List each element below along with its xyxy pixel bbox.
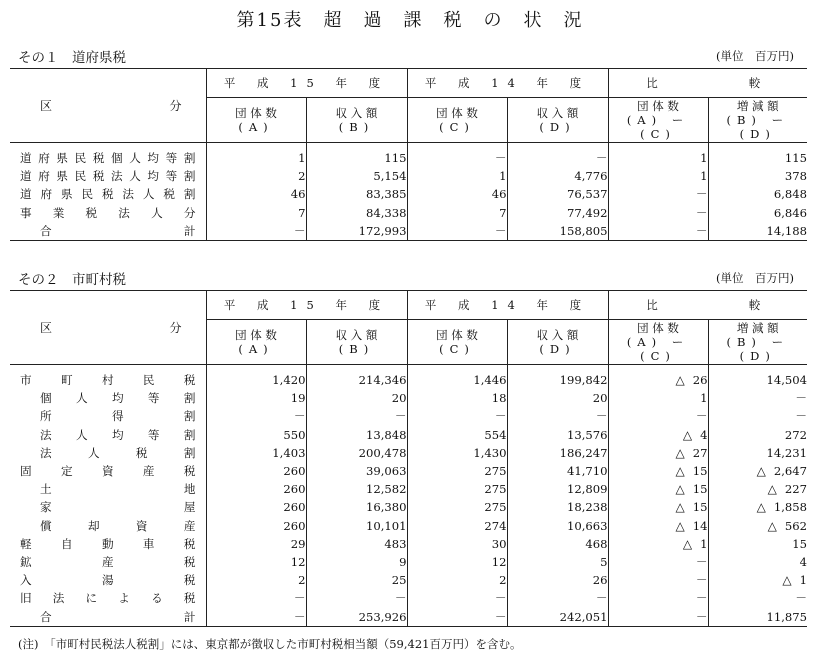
header-compare: 比 較 xyxy=(608,291,807,320)
table-row xyxy=(10,462,807,480)
row-label: 法 人 均 等 割 xyxy=(40,427,196,442)
row-label: 市 町 村 民 税 xyxy=(20,373,196,388)
table-row xyxy=(10,204,807,222)
cell-b: 214,346 xyxy=(306,371,407,389)
cell-bd xyxy=(708,462,807,480)
cell-c: － xyxy=(407,607,507,626)
row-label: 道 府 県 民 税 法 人 税 割 xyxy=(20,187,196,202)
cell-d: 13,576 xyxy=(507,426,608,444)
cell-bd xyxy=(708,498,807,516)
cell-c: 1,430 xyxy=(407,444,507,462)
cell-a: 46 xyxy=(206,185,306,203)
cell-d: 12,809 xyxy=(507,480,608,498)
cell-bd: － xyxy=(708,389,807,407)
cell-b: 253,926 xyxy=(306,607,407,626)
cell-b: 84,338 xyxy=(306,204,407,222)
cell-ac: － xyxy=(608,185,708,203)
cell-d: 468 xyxy=(507,535,608,553)
header-sub: 団 体 数 (C) xyxy=(407,320,507,365)
cell-c: － xyxy=(407,222,507,241)
cell-bd xyxy=(708,480,807,498)
cell-d: 20 xyxy=(507,389,608,407)
table-row xyxy=(10,426,807,444)
table-row xyxy=(10,480,807,498)
table-municipal-tax xyxy=(10,290,807,627)
cell-b: 200,478 xyxy=(306,444,407,462)
cell-b: 115 xyxy=(306,149,407,167)
cell-d: 199,842 xyxy=(507,371,608,389)
row-label: 入 湯 税 xyxy=(20,573,196,588)
table-row xyxy=(10,571,807,589)
row-label: 合 計 xyxy=(10,222,206,241)
cell-ac: － xyxy=(608,222,708,241)
cell-ac: － xyxy=(608,571,708,589)
row-label: 旧 法 に よ る 税 xyxy=(20,591,196,606)
cell-bd: 115 xyxy=(708,149,807,167)
cell-bd: 6,848 xyxy=(708,185,807,203)
header-sub: 団 体 数 (A) ー (C) xyxy=(608,320,708,365)
row-label: 鉱 産 税 xyxy=(20,554,196,569)
cell-bd: 14,231 xyxy=(708,444,807,462)
cell-c: － xyxy=(407,149,507,167)
header-kubun: 区 分 xyxy=(10,69,206,143)
cell-a: 7 xyxy=(206,204,306,222)
cell-c: 2 xyxy=(407,571,507,589)
cell-b: 20 xyxy=(306,389,407,407)
cell-a: － xyxy=(206,607,306,626)
cell-d: 186,247 xyxy=(507,444,608,462)
cell-ac: － xyxy=(608,607,708,626)
cell-a: 1,403 xyxy=(206,444,306,462)
negative-triangle: △ 15 xyxy=(676,482,708,496)
row-label: 事 業 税 法 人 分 xyxy=(20,205,196,220)
table-row xyxy=(10,167,807,185)
cell-c: － xyxy=(407,407,507,425)
cell-ac xyxy=(608,462,708,480)
cell-a: － xyxy=(206,589,306,607)
cell-b: 5,154 xyxy=(306,167,407,185)
cell-c: 12 xyxy=(407,553,507,571)
table-row xyxy=(10,535,807,553)
header-sub: 増 減 額 (B) ー (D) xyxy=(708,98,807,143)
cell-ac xyxy=(608,371,708,389)
cell-ac: － xyxy=(608,407,708,425)
cell-b: 83,385 xyxy=(306,185,407,203)
cell-c: 275 xyxy=(407,498,507,516)
header-sub: 団 体 数 (A) xyxy=(206,98,306,143)
header-sub: 増 減 額 (B) ー (D) xyxy=(708,320,807,365)
table-row xyxy=(10,444,807,462)
header-h14: 平 成 14 年 度 xyxy=(407,69,608,98)
cell-bd: 14,188 xyxy=(708,222,807,241)
header-compare: 比 較 xyxy=(608,69,807,98)
cell-d: 4,776 xyxy=(507,167,608,185)
cell-a: 260 xyxy=(206,462,306,480)
cell-c: － xyxy=(407,589,507,607)
cell-bd xyxy=(708,517,807,535)
cell-b: 16,380 xyxy=(306,498,407,516)
cell-ac xyxy=(608,444,708,462)
cell-d: 76,537 xyxy=(507,185,608,203)
cell-c: 275 xyxy=(407,480,507,498)
cell-a: 12 xyxy=(206,553,306,571)
header-sub: 収 入 額 (D) xyxy=(507,98,608,143)
cell-c: 274 xyxy=(407,517,507,535)
cell-d: 77,492 xyxy=(507,204,608,222)
row-label: 所 得 割 xyxy=(40,409,196,424)
cell-c: 1 xyxy=(407,167,507,185)
row-label: 償 却 資 産 xyxy=(40,518,196,533)
table-row xyxy=(10,589,807,607)
row-label: 合 計 xyxy=(10,607,206,626)
section1-unit: (単位 百万円) xyxy=(716,49,794,63)
cell-d: 5 xyxy=(507,553,608,571)
cell-ac: 1 xyxy=(608,149,708,167)
cell-c: 7 xyxy=(407,204,507,222)
negative-triangle: △ 14 xyxy=(676,519,708,533)
cell-b: 172,993 xyxy=(306,222,407,241)
cell-b: 483 xyxy=(306,535,407,553)
cell-ac: － xyxy=(608,553,708,571)
cell-a: 260 xyxy=(206,480,306,498)
cell-c: 30 xyxy=(407,535,507,553)
row-label: 法 人 税 割 xyxy=(40,445,196,460)
header-sub: 収 入 額 (D) xyxy=(507,320,608,365)
negative-triangle: △ 1 xyxy=(782,573,807,587)
table-prefectural-tax xyxy=(10,68,807,241)
section2-title: その２ 市町村税 xyxy=(18,272,126,288)
cell-a: 2 xyxy=(206,571,306,589)
header-sub: 収 入 額 (B) xyxy=(306,320,407,365)
row-label: 軽 自 動 車 税 xyxy=(20,536,196,551)
row-label: 道 府 県 民 税 個 人 均 等 割 xyxy=(20,151,196,166)
table-row xyxy=(10,149,807,167)
row-label: 道 府 県 民 税 法 人 均 等 割 xyxy=(20,169,196,184)
cell-d: 18,238 xyxy=(507,498,608,516)
table-row xyxy=(10,407,807,425)
cell-b: － xyxy=(306,589,407,607)
cell-bd: 4 xyxy=(708,553,807,571)
row-label: 個 人 均 等 割 xyxy=(40,391,196,406)
row-label: 家 屋 xyxy=(40,500,196,515)
header-h15: 平 成 15 年 度 xyxy=(206,69,407,98)
cell-a: 260 xyxy=(206,498,306,516)
cell-ac xyxy=(608,517,708,535)
cell-bd: － xyxy=(708,589,807,607)
cell-b: 13,848 xyxy=(306,426,407,444)
cell-bd xyxy=(708,571,807,589)
cell-ac: 1 xyxy=(608,389,708,407)
negative-triangle: △ 2,647 xyxy=(757,464,807,478)
cell-b: 12,582 xyxy=(306,480,407,498)
cell-c: 1,446 xyxy=(407,371,507,389)
cell-bd: 14,504 xyxy=(708,371,807,389)
header-kubun: 区 分 xyxy=(10,291,206,365)
cell-b: 25 xyxy=(306,571,407,589)
footnote: (注) 「市町村民税法人税割」には、東京都が徴収した市町村税相当額（59,421百万円）を含む。 xyxy=(18,637,522,651)
negative-triangle: △ 4 xyxy=(683,428,708,442)
cell-ac: 1 xyxy=(608,167,708,185)
cell-d: 26 xyxy=(507,571,608,589)
cell-c: 18 xyxy=(407,389,507,407)
negative-triangle: △ 562 xyxy=(768,519,807,533)
header-sub: 収 入 額 (B) xyxy=(306,98,407,143)
table-row xyxy=(10,498,807,516)
table-row xyxy=(10,371,807,389)
cell-bd: － xyxy=(708,407,807,425)
cell-ac xyxy=(608,535,708,553)
negative-triangle: △ 27 xyxy=(676,446,708,460)
cell-a: 1,420 xyxy=(206,371,306,389)
cell-b: 39,063 xyxy=(306,462,407,480)
negative-triangle: △ 227 xyxy=(768,482,807,496)
cell-bd: 6,846 xyxy=(708,204,807,222)
section2-unit: (単位 百万円) xyxy=(716,271,794,285)
cell-a: 550 xyxy=(206,426,306,444)
table-row xyxy=(10,517,807,535)
cell-bd: 15 xyxy=(708,535,807,553)
cell-ac: － xyxy=(608,589,708,607)
table-row xyxy=(10,222,807,241)
cell-d: 242,051 xyxy=(507,607,608,626)
header-h14: 平 成 14 年 度 xyxy=(407,291,608,320)
cell-a: 2 xyxy=(206,167,306,185)
row-label: 土 地 xyxy=(40,482,196,497)
cell-d: 10,663 xyxy=(507,517,608,535)
cell-d: － xyxy=(507,589,608,607)
table-row xyxy=(10,553,807,571)
cell-a: 1 xyxy=(206,149,306,167)
cell-bd: 272 xyxy=(708,426,807,444)
cell-a: 29 xyxy=(206,535,306,553)
cell-d: 158,805 xyxy=(507,222,608,241)
cell-b: － xyxy=(306,407,407,425)
table-row xyxy=(10,607,807,626)
header-sub: 団 体 数 (C) xyxy=(407,98,507,143)
cell-bd: 378 xyxy=(708,167,807,185)
cell-d: － xyxy=(507,407,608,425)
table-row xyxy=(10,185,807,203)
cell-ac xyxy=(608,480,708,498)
cell-a: － xyxy=(206,222,306,241)
page-title: 第15表 超 過 課 税 の 状 況 xyxy=(236,10,584,31)
negative-triangle: △ 15 xyxy=(676,500,708,514)
cell-c: 46 xyxy=(407,185,507,203)
cell-ac xyxy=(608,426,708,444)
cell-a: － xyxy=(206,407,306,425)
cell-c: 554 xyxy=(407,426,507,444)
section1-title: その１ 道府県税 xyxy=(18,50,126,66)
cell-ac: － xyxy=(608,204,708,222)
negative-triangle: △ 26 xyxy=(676,373,708,387)
cell-a: 260 xyxy=(206,517,306,535)
negative-triangle: △ 1 xyxy=(683,537,708,551)
row-label: 固 定 資 産 税 xyxy=(20,464,196,479)
cell-c: 275 xyxy=(407,462,507,480)
header-sub: 団 体 数 (A) xyxy=(206,320,306,365)
cell-b: 9 xyxy=(306,553,407,571)
header-h15: 平 成 15 年 度 xyxy=(206,291,407,320)
header-sub: 団 体 数 (A) ー (C) xyxy=(608,98,708,143)
cell-a: 19 xyxy=(206,389,306,407)
cell-d: 41,710 xyxy=(507,462,608,480)
negative-triangle: △ 1,858 xyxy=(757,500,807,514)
table-row xyxy=(10,389,807,407)
cell-bd: 11,875 xyxy=(708,607,807,626)
cell-ac xyxy=(608,498,708,516)
cell-d: － xyxy=(507,149,608,167)
cell-b: 10,101 xyxy=(306,517,407,535)
negative-triangle: △ 15 xyxy=(676,464,708,478)
